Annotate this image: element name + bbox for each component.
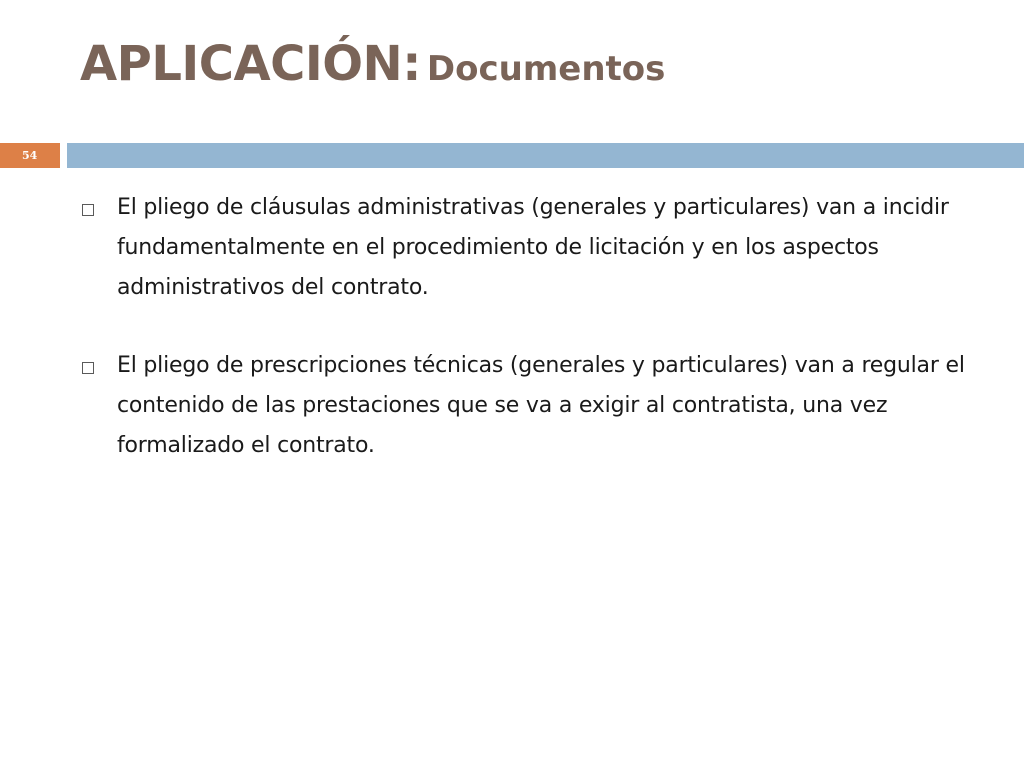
header-bar (67, 143, 1024, 168)
bullet-text: El pliego de prescripciones técnicas (generales y particulares) van a regular el contenido de las prestaciones que se va a exigir al contratista, una vez formalizado el contrato. (117, 353, 965, 458)
bullet-item (80, 346, 980, 466)
bullet-text: El pliego de cláusulas administrativas (generales y particulares) van a incidir fundamentalmente en el procedimiento de licitación y en los aspectos administrativos del contrato. (117, 195, 949, 300)
hollow-square-bullet-icon (82, 362, 94, 374)
slide-title-sub: Documentos (426, 49, 666, 89)
slide-number-badge: 54 (0, 143, 60, 168)
slide-content (80, 188, 980, 504)
slide-title-main: APLICACIÓN: (80, 36, 421, 92)
slide-title (80, 36, 666, 92)
hollow-square-bullet-icon (82, 204, 94, 216)
bullet-item (80, 188, 980, 308)
